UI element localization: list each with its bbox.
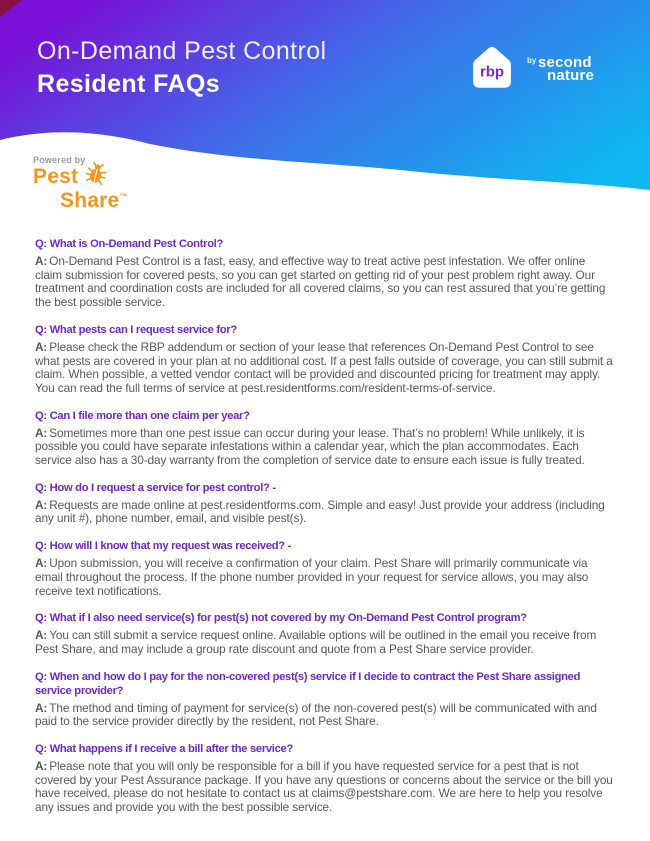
rbp-second-nature-logo	[466, 42, 594, 94]
second-nature-wordmark	[527, 53, 595, 84]
answer-text: The method and timing of payment for service(s) of the non-covered pest(s) will be communicated with and paid to the service provider directly by the resident, not Pest Share.	[35, 700, 597, 729]
faq-answer	[35, 499, 615, 526]
faq-question: Q: What pests can I request service for?	[35, 323, 237, 336]
answer-text: You can still submit a service request online. Available options will be outlined in the email you receive from Pest Share, and may include a group rate discount and quote from a Pest Share service provider.	[35, 628, 597, 656]
share-text: Share	[60, 189, 120, 212]
faq-question: Q: How do I request a service for pest control? -	[35, 481, 276, 494]
faq-item	[35, 670, 615, 729]
faq-question: Q: What if I also need service(s) for pest(s) not covered by my On-Demand Pest Control program?	[35, 612, 527, 625]
faq-list	[0, 230, 650, 815]
faq-answer	[35, 702, 615, 729]
pest-share-wordmark-line1: Pest	[33, 165, 79, 188]
bug-icon	[83, 161, 109, 187]
faq-item	[35, 481, 615, 526]
banner-titles	[37, 36, 326, 99]
faq-question: Q: What happens if I receive a bill after the service?	[35, 743, 293, 756]
answer-prefix: A:	[35, 339, 48, 354]
answer-text: Please check the RBP addendum or section of your lease that references On-Demand Pest Control to see what pests are covered in your plan at no additional cost. If a pest falls outside of coverage, you can still submit a claim. When possible, a vetted vendor contact will be provided and discounted pricing for treatment may apply. You can read the full terms of service at pest.residentforms.com/resident-terms-of-service.	[35, 339, 613, 395]
answer-prefix: A:	[35, 628, 48, 643]
faq-item	[35, 323, 615, 396]
faq-question: Q: Can I file more than one claim per year?	[35, 409, 250, 422]
by-label: by	[527, 55, 537, 65]
faq-item	[35, 409, 615, 468]
answer-text: Sometimes more than one pest issue can occur during your lease. That’s no problem! While unlikely, it is possible you could have separate infestations within a calendar year, which the plan accommodates. Each service also has a 30-day warranty from the completion of service date to ensure each issue is fully treated.	[35, 425, 585, 468]
faq-answer	[35, 760, 615, 815]
faq-answer	[35, 557, 615, 598]
answer-text: On-Demand Pest Control is a fast, easy, and effective way to treat active pest infestation. We offer online claim submission for covered pests, so you can get started on getting rid of your pest problem right away. Our treatment and coordination costs are included for all covered claims, so you can rest assured that you’re getting the best possible service.	[35, 254, 606, 310]
answer-text: Please note that you will only be responsible for a bill if you have requested service for a pest that is not covered by your Pest Assurance package. If you have any questions or concerns about the service or the bill you have received, please do not hesitate to contact us at claims@pestshare.com. We are here to help you resolve any issues and provide you with the best possible service.	[35, 759, 613, 815]
rbp-wordmark: rbp	[479, 63, 505, 81]
powered-by-label: Powered by	[33, 155, 86, 165]
pest-share-wordmark-line2	[60, 187, 128, 210]
faq-answer	[35, 255, 615, 310]
faq-answer	[35, 341, 615, 396]
second-nature-line1: second	[538, 53, 592, 71]
faq-item	[35, 611, 615, 656]
faq-question: Q: How will I know that my request was received? -	[35, 540, 292, 553]
faq-item	[35, 742, 615, 815]
faq-item	[35, 237, 615, 310]
answer-text: Upon submission, you will receive a confirmation of your claim. Pest Share will primarily communicate via email throughout the process. If the phone number provided in your request for service allows, you may also receive text notifications.	[35, 556, 589, 598]
faq-item	[35, 539, 615, 598]
page-title: On-Demand Pest Control	[37, 37, 327, 65]
rbp-house-icon	[466, 42, 518, 94]
page-subtitle: Resident FAQs	[37, 70, 221, 98]
answer-prefix: A:	[35, 425, 48, 440]
answer-prefix: A:	[35, 556, 48, 571]
faq-question: Q: What is On-Demand Pest Control?	[35, 238, 224, 250]
answer-prefix: A:	[35, 700, 48, 715]
answer-prefix: A:	[35, 759, 48, 774]
pest-share-logo	[33, 155, 128, 210]
answer-prefix: A:	[35, 497, 48, 512]
faq-answer	[35, 629, 615, 656]
faq-question: Q: When and how do I pay for the non-covered pest(s) service if I decide to contract the Pest Share assigned service provider?	[35, 670, 581, 697]
answer-prefix: A:	[35, 254, 48, 268]
header-banner	[0, 0, 650, 230]
answer-text: Requests are made online at pest.residentforms.com. Simple and easy! Just provide your address (including any unit #), phone number, email, and visible pest(s).	[35, 497, 605, 526]
faq-answer	[35, 427, 615, 468]
second-nature-line2: nature	[547, 66, 595, 84]
trademark-symbol: ™	[119, 192, 128, 201]
